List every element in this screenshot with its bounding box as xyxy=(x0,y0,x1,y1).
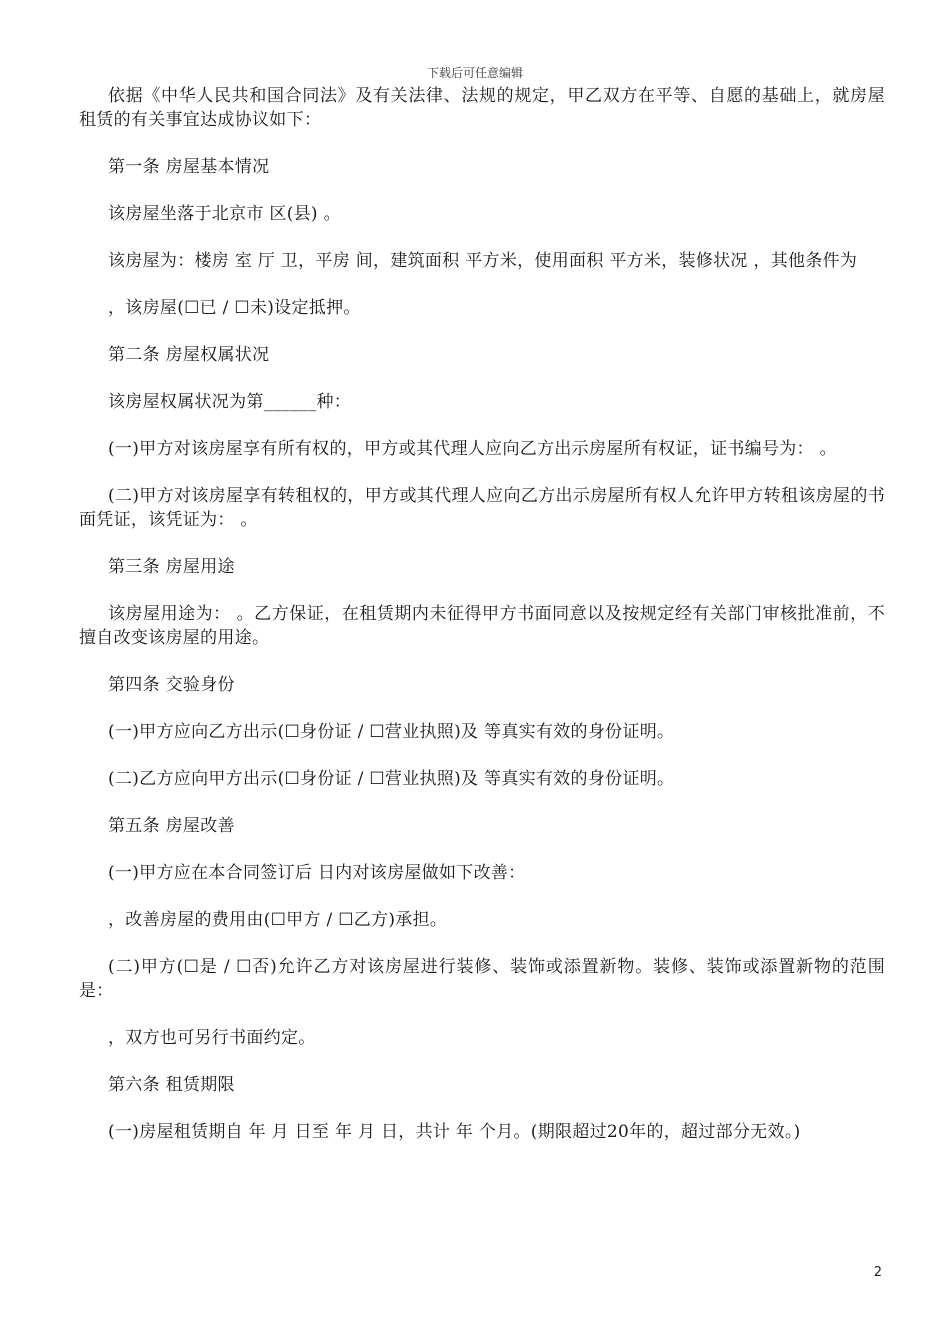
paragraph-lease-term: (一)房屋租赁期自 年 月 日至 年 月 日，共计 年 个月。(期限超过20年的，超过部分无效。) xyxy=(108,1122,801,1142)
paragraph-ownership-2: (二)甲方对该房屋享有转租权的，甲方或其代理人应向乙方出示房屋所有权人允许甲方转租该房屋的书面凭证，该凭证为： 。 xyxy=(79,486,885,530)
paragraph-usage: 该房屋用途为： 。乙方保证，在租赁期内未征得甲方书面同意以及按规定经有关部门审核批准前，不擅自改变该房屋的用途。 xyxy=(79,604,885,648)
paragraph-improvement-1: (一)甲方应在本合同签订后 日内对该房屋做如下改善： xyxy=(108,863,526,883)
paragraph-improvement-2: (二)甲方(☐是 / ☐否)允许乙方对该房屋进行装修、装饰或添置新物。装修、装饰或添置新物的范围是： xyxy=(79,957,885,1001)
paragraph-house-details: 该房屋为：楼房 室 厅 卫，平房 间，建筑面积 平方米，使用面积 平方米，装修状况 ，其他条件为 xyxy=(108,251,858,271)
article-1-heading: 第一条 房屋基本情况 xyxy=(108,157,270,177)
paragraph-ownership-1: (一)甲方对该房屋享有所有权的，甲方或其代理人应向乙方出示房屋所有权证，证书编号为： 。 xyxy=(108,439,837,459)
paragraph-ownership-type: 该房屋权属状况为第______种： xyxy=(108,392,352,412)
paragraph-identity-2: (二)乙方应向甲方出示(☐身份证 / ☐营业执照)及 等真实有效的身份证明。 xyxy=(108,769,675,789)
article-4-heading: 第四条 交验身份 xyxy=(108,675,235,695)
document-body xyxy=(79,84,885,1167)
page-number: 2 xyxy=(873,1265,882,1280)
paragraph-location: 该房屋坐落于北京市 区(县) 。 xyxy=(108,204,341,224)
intro-paragraph: 依据《中华人民共和国合同法》及有关法律、法规的规定，甲乙双方在平等、自愿的基础上，就房屋租赁的有关事宜达成协议如下： xyxy=(79,86,885,130)
paragraph-improvement-cost: ，改善房屋的费用由(☐甲方 / ☐乙方)承担。 xyxy=(108,910,448,930)
article-2-heading: 第二条 房屋权属状况 xyxy=(108,345,270,365)
paragraph-written-agreement: ，双方也可另行书面约定。 xyxy=(108,1028,316,1048)
paragraph-mortgage: ，该房屋(☐已 / ☐未)设定抵押。 xyxy=(108,298,361,318)
article-6-heading: 第六条 租赁期限 xyxy=(108,1075,235,1095)
paragraph-identity-1: (一)甲方应向乙方出示(☐身份证 / ☐营业执照)及 等真实有效的身份证明。 xyxy=(108,722,675,742)
article-3-heading: 第三条 房屋用途 xyxy=(108,557,235,577)
header-note: 下载后可任意编辑 xyxy=(426,66,523,80)
article-5-heading: 第五条 房屋改善 xyxy=(108,816,235,836)
